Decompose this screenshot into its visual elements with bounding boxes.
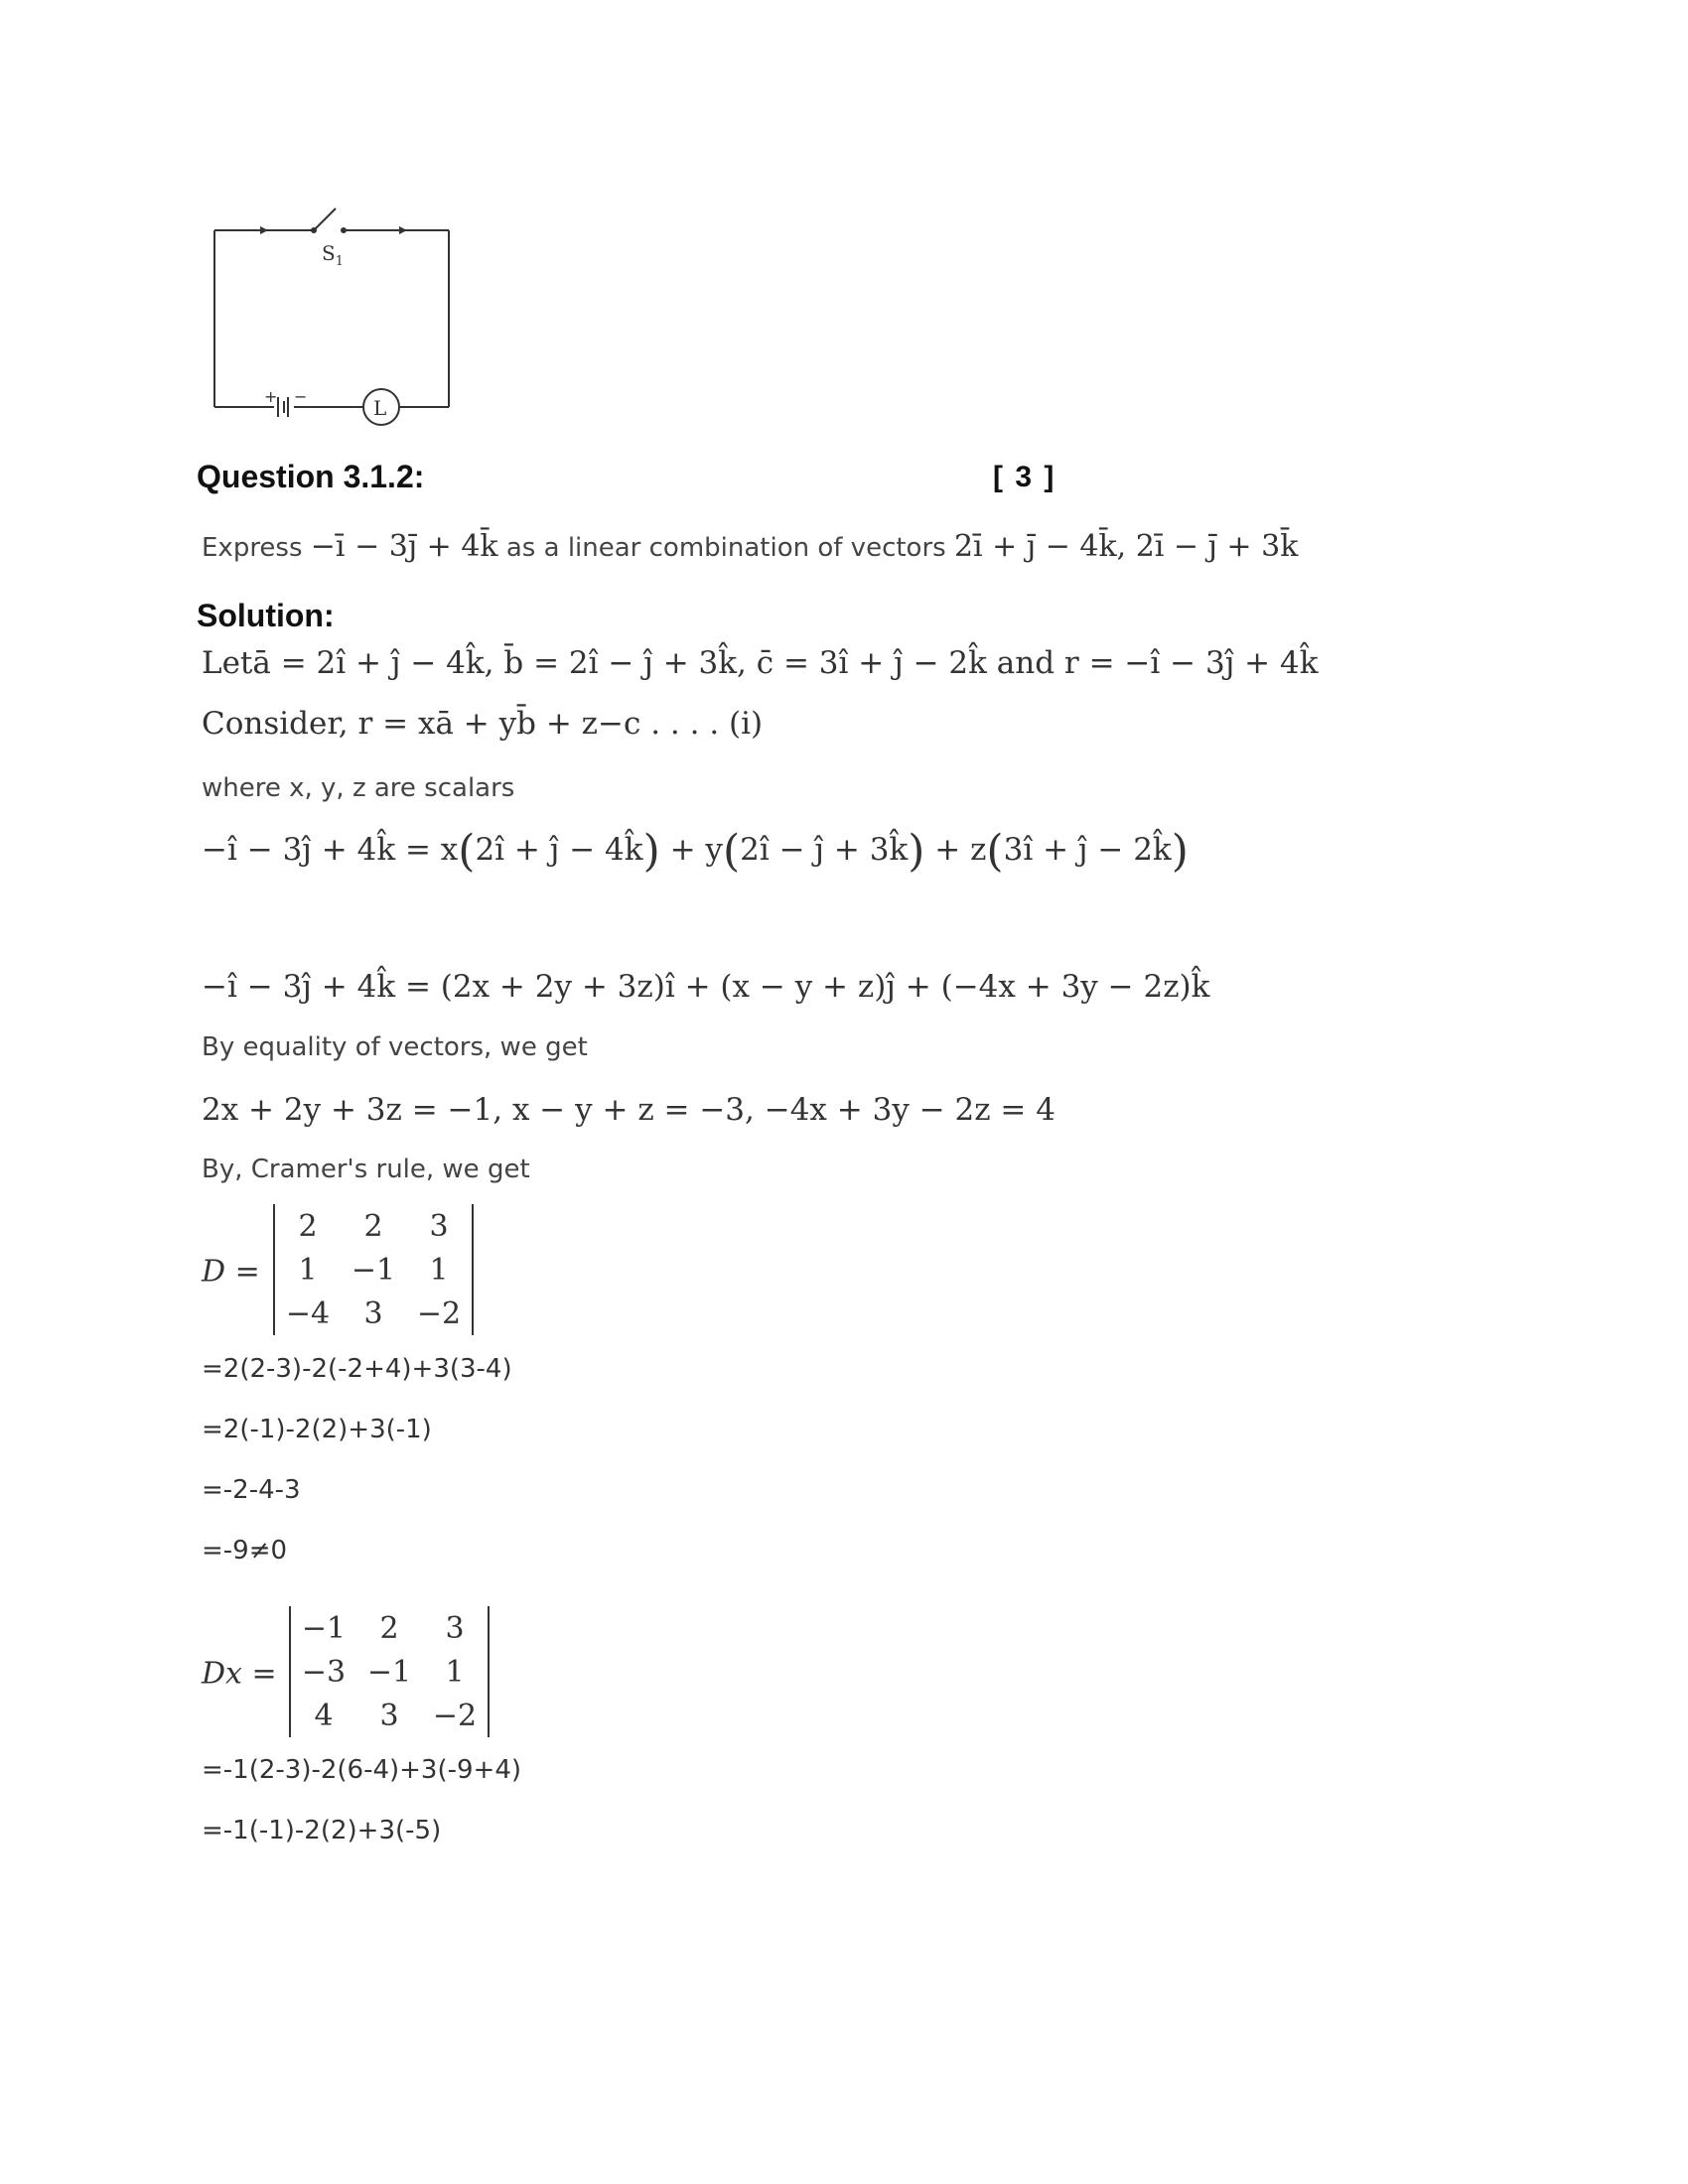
- solution-consider-line: Consider, r = xā + yb̄ + z−c . . . . (i): [202, 706, 764, 742]
- switch-label: $S_1$: [322, 241, 344, 269]
- question-marks: [ 3 ]: [993, 461, 1056, 493]
- lamp-label: L: [373, 396, 387, 420]
- det-D-cell: 2: [298, 1208, 318, 1244]
- solution-let-line: Letā = 2î + ĵ − 4k̂, b̄ = 2î − ĵ + 3k̂, c̄ = 3î + ĵ − 2k̂ and r = −î − 3ĵ + 4k̂: [202, 645, 1319, 681]
- det-Dx-cell: −2: [432, 1698, 478, 1733]
- switch-contact-right: [341, 227, 347, 233]
- solution-equation-2: −î − 3ĵ + 4k̂ = (2x + 2y + 3z)î + (x − y + z)ĵ + (−4x + 3y − 2z)k̂: [202, 969, 1210, 1005]
- det-D-cell: −1: [351, 1252, 396, 1288]
- det-D-cell: 3: [429, 1208, 449, 1244]
- prompt-middle: as a linear combination of vectors: [505, 533, 946, 563]
- current-arrow-right: [399, 226, 407, 234]
- solution-heading: Solution:: [197, 598, 335, 633]
- det-Dx-cell: 2: [379, 1610, 399, 1646]
- question-heading: Question 3.1.2:: [197, 459, 425, 494]
- det-Dx-cell: −1: [301, 1610, 347, 1646]
- determinant-Dx-matrix: [289, 1606, 490, 1737]
- battery-plus-label: +: [264, 387, 278, 406]
- current-arrow-left: [260, 226, 268, 234]
- solution-equality-line: By equality of vectors, we get: [202, 1032, 588, 1062]
- solution-cramer-line: By, Cramer's rule, we get: [202, 1155, 530, 1184]
- D-step: =2(-1)-2(2)+3(-1): [202, 1415, 432, 1444]
- det-Dx-cell: 3: [379, 1698, 399, 1733]
- determinant-D-label: D =: [202, 1254, 260, 1289]
- det-Dx-cell: 3: [445, 1610, 465, 1646]
- det-Dx-cell: −3: [301, 1654, 347, 1690]
- solution-system-line: 2x + 2y + 3z = −1, x − y + z = −3, −4x + 3y − 2z = 4: [202, 1092, 1055, 1128]
- prompt-prefix: Express: [202, 533, 303, 563]
- det-D-cell: 1: [429, 1252, 449, 1288]
- determinant-D-matrix: [273, 1204, 474, 1335]
- question-prompt: [202, 529, 1298, 564]
- solution-where-line: where x, y, z are scalars: [202, 773, 515, 803]
- D-step: =-9≠0: [202, 1536, 288, 1566]
- det-D-cell: −2: [416, 1296, 462, 1331]
- switch-contact-left: [311, 227, 317, 233]
- det-D-cell: 1: [298, 1252, 318, 1288]
- det-Dx-cell: 4: [314, 1698, 334, 1733]
- determinant-Dx-label: Dx =: [202, 1656, 277, 1691]
- det-D-cell: 3: [363, 1296, 383, 1331]
- determinant-Dx: [202, 1606, 499, 1740]
- determinant-D: [202, 1204, 480, 1338]
- D-step: =2(2-3)-2(-2+4)+3(3-4): [202, 1354, 512, 1384]
- det-Dx-cell: −1: [366, 1654, 412, 1690]
- prompt-vectors: 2ī + j̄ − 4k̄, 2ī − j̄ + 3k̄: [953, 529, 1299, 564]
- Dx-step: =-1(2-3)-2(6-4)+3(-9+4): [202, 1755, 522, 1785]
- det-D-cell: 2: [363, 1208, 383, 1244]
- circuit-diagram: [205, 199, 463, 437]
- battery-minus-label: −: [294, 387, 308, 406]
- prompt-vector: −ī − 3j̄ + 4k̄: [310, 529, 498, 564]
- Dx-step: =-1(-1)-2(2)+3(-5): [202, 1816, 442, 1845]
- det-D-cell: −4: [285, 1296, 331, 1331]
- solution-equation-1: −î − 3ĵ + 4k̂ = x(2î + ĵ − 4k̂) + y(2î − ĵ + 3k̂) + z(3î + ĵ − 2k̂): [202, 826, 1189, 877]
- det-Dx-cell: 1: [445, 1654, 465, 1690]
- D-step: =-2-4-3: [202, 1475, 301, 1505]
